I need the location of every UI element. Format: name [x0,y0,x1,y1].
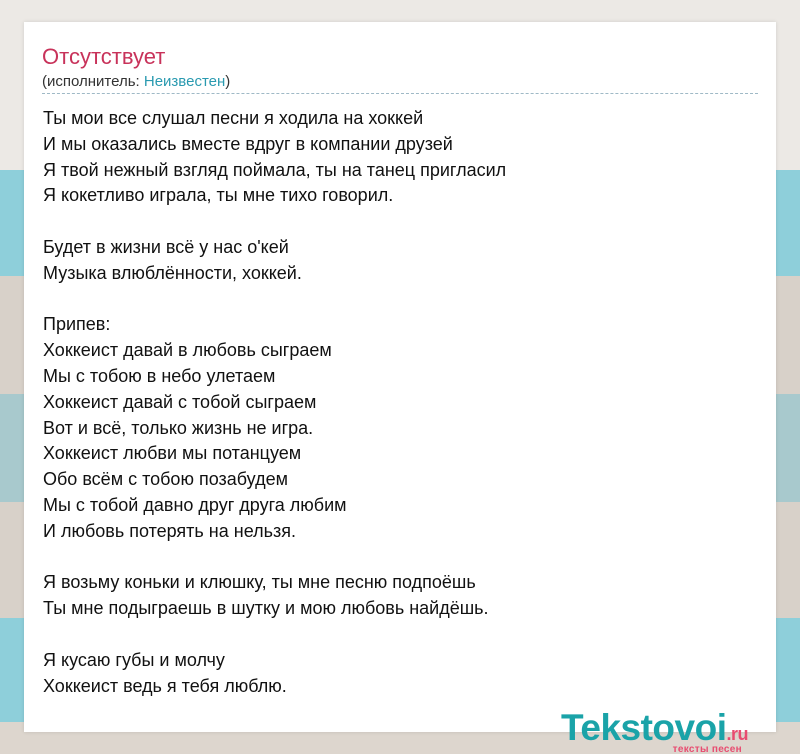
lyric-blank-line [43,545,763,571]
lyric-line: Я возьму коньки и клюшку, ты мне песню подпоёшь [43,572,476,593]
lyric-line: Я твой нежный взгляд поймала, ты на танец пригласил [43,159,507,180]
lyric-line: Вот и всё, только жизнь не игра. [43,417,314,438]
lyric-line: И любовь потерять на нельзя. [43,520,296,541]
lyric-line: Обо всём с тобою позабудем [43,469,288,490]
lyric-line: Ты мне подыграешь в шутку и мою любовь найдёшь. [43,598,489,619]
lyric-line: Припев: [43,314,111,335]
lyric-line: Я кокетливо играла, ты мне тихо говорил. [43,185,394,206]
lyric-line: Хоккеист любви мы потанцуем [43,443,302,464]
artist-suffix: ) [225,73,231,90]
artist-link[interactable]: Неизвестен [143,73,226,90]
lyric-line: Мы с тобой давно друг друга любим [43,494,347,515]
lyric-line: Я кусаю губы и молчу [43,649,225,670]
logo-subtitle: тексты песен [672,744,742,754]
lyric-line: Хоккеист давай в любовь сыграем [43,340,332,361]
artist-line [42,73,230,91]
lyrics-card [24,22,776,754]
lyric-line: Будет в жизни всё у нас о'кей [43,236,289,257]
site-logo[interactable] [561,708,748,754]
song-title: Отсутствует [42,44,166,69]
title-divider [42,93,758,94]
artist-prefix: (исполнитель: [42,73,144,90]
logo-tld: .ru [726,724,748,744]
logo-main-text: Tekstovoi [561,707,727,748]
lyric-line: Хоккеист давай с тобой сыграем [43,391,317,412]
lyric-blank-line [43,622,763,648]
lyrics-text [43,106,763,699]
lyric-line: И мы оказались вместе вдруг в компании друзей [43,133,453,154]
lyric-line: Мы с тобою в небо улетаем [43,365,276,386]
lyric-line: Ты мои все слушал песни я ходила на хоккей [43,108,424,128]
lyric-line: Музыка влюблённости, хоккей. [43,262,302,283]
lyric-line: Хоккеист ведь я тебя люблю. [43,675,287,696]
lyric-blank-line [43,287,763,313]
lyric-blank-line [43,209,763,235]
